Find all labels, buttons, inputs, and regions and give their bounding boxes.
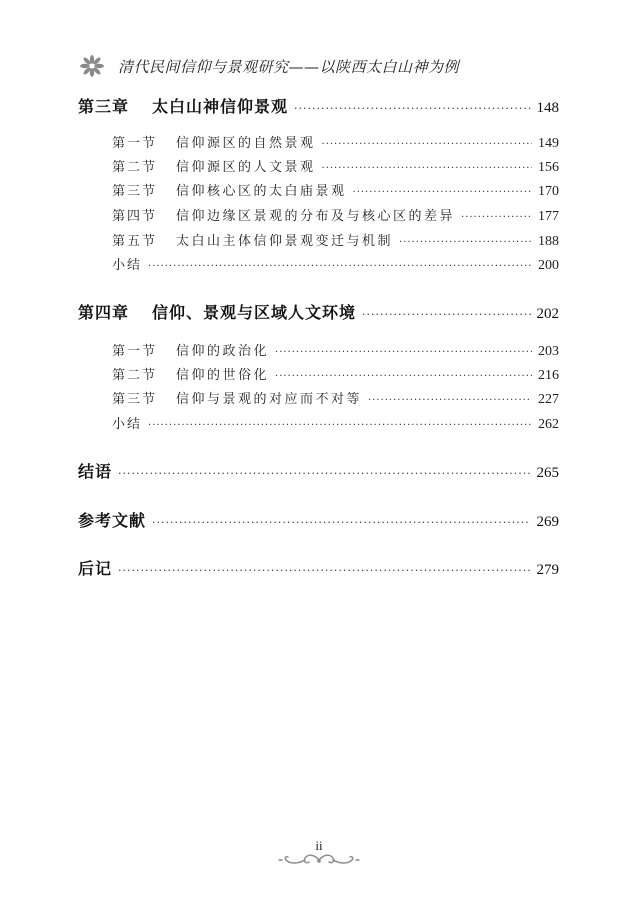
toc-section-4-3[interactable] — [112, 388, 559, 408]
page-number: 156 — [538, 160, 559, 175]
toc-section-3-2[interactable] — [112, 156, 559, 176]
section-label: 小结 — [112, 258, 143, 273]
section-title: 信仰边缘区景观的分布及与核心区的差异 — [176, 209, 456, 224]
dot-leader — [275, 371, 532, 382]
page-number: 279 — [536, 562, 559, 578]
section-label: 第四节 — [112, 209, 158, 224]
toc-section-3-5[interactable] — [112, 230, 559, 250]
page-number: 177 — [538, 209, 559, 224]
section-label: 第五节 — [112, 234, 158, 249]
section-title: 太白山主体信仰景观变迁与机制 — [176, 234, 394, 249]
page-number: 170 — [538, 184, 559, 199]
section-title: 信仰源区的自然景观 — [176, 136, 316, 151]
page-number: 188 — [538, 234, 559, 249]
dot-leader — [362, 308, 530, 321]
dot-leader — [118, 564, 530, 577]
toc-summary-3[interactable] — [112, 254, 559, 274]
dot-leader — [322, 163, 532, 174]
running-header — [78, 54, 568, 78]
toc-conclusion[interactable] — [78, 459, 559, 482]
toc-section-3-1[interactable] — [112, 132, 559, 152]
chapter-title: 参考文献 — [78, 511, 147, 530]
dot-leader — [294, 102, 530, 115]
section-label: 第一节 — [112, 344, 158, 359]
page-number: 148 — [536, 100, 559, 116]
page-number: 200 — [538, 258, 559, 273]
dot-leader — [275, 347, 532, 358]
page-number: 269 — [536, 514, 559, 530]
dot-leader — [368, 395, 532, 406]
section-title: 信仰的世俗化 — [176, 368, 270, 383]
dot-leader — [461, 212, 532, 223]
toc-chapter-4[interactable] — [78, 300, 559, 323]
section-label: 第三节 — [112, 392, 158, 407]
page-number: 203 — [538, 344, 559, 359]
page-number: 227 — [538, 392, 559, 407]
chapter-title: 后记 — [78, 559, 113, 578]
dot-leader — [148, 261, 532, 272]
section-label: 第二节 — [112, 160, 158, 175]
page-number: 262 — [538, 417, 559, 432]
toc-references[interactable] — [78, 508, 559, 531]
scroll-ornament-icon — [278, 852, 360, 868]
chapter-label: 第三章 — [78, 97, 130, 116]
page-number: 216 — [538, 368, 559, 383]
page-number: 202 — [536, 306, 559, 322]
section-title: 信仰与景观的对应而不对等 — [176, 392, 363, 407]
toc-summary-4[interactable] — [112, 413, 559, 433]
section-label: 第二节 — [112, 368, 158, 383]
page-folio: ii — [315, 838, 323, 853]
section-label: 第三节 — [112, 184, 158, 199]
section-title: 信仰源区的人文景观 — [176, 160, 316, 175]
page-number: 265 — [536, 465, 559, 481]
dot-leader — [353, 187, 532, 198]
dot-leader — [118, 467, 530, 480]
flower-ornament-icon — [78, 54, 106, 78]
dot-leader — [322, 139, 532, 150]
toc-section-3-4[interactable] — [112, 205, 559, 225]
toc-afterword[interactable] — [78, 556, 559, 579]
dot-leader — [148, 420, 532, 431]
dot-leader — [399, 237, 532, 248]
dot-leader — [152, 516, 530, 529]
toc-section-4-2[interactable] — [112, 364, 559, 384]
section-title: 信仰的政治化 — [176, 344, 270, 359]
chapter-title: 信仰、景观与区域人文环境 — [152, 303, 357, 322]
toc-section-4-1[interactable] — [112, 340, 559, 360]
section-title: 信仰核心区的太白庙景观 — [176, 184, 347, 199]
section-label: 第一节 — [112, 136, 158, 151]
page-number: 149 — [538, 136, 559, 151]
chapter-label: 第四章 — [78, 303, 130, 322]
running-header-title: 清代民间信仰与景观研究——以陕西太白山神为例 — [118, 57, 460, 76]
toc-chapter-3[interactable] — [78, 94, 559, 117]
chapter-title: 结语 — [78, 462, 113, 481]
section-label: 小结 — [112, 417, 143, 432]
toc-section-3-3[interactable] — [112, 180, 559, 200]
chapter-title: 太白山神信仰景观 — [152, 97, 289, 116]
